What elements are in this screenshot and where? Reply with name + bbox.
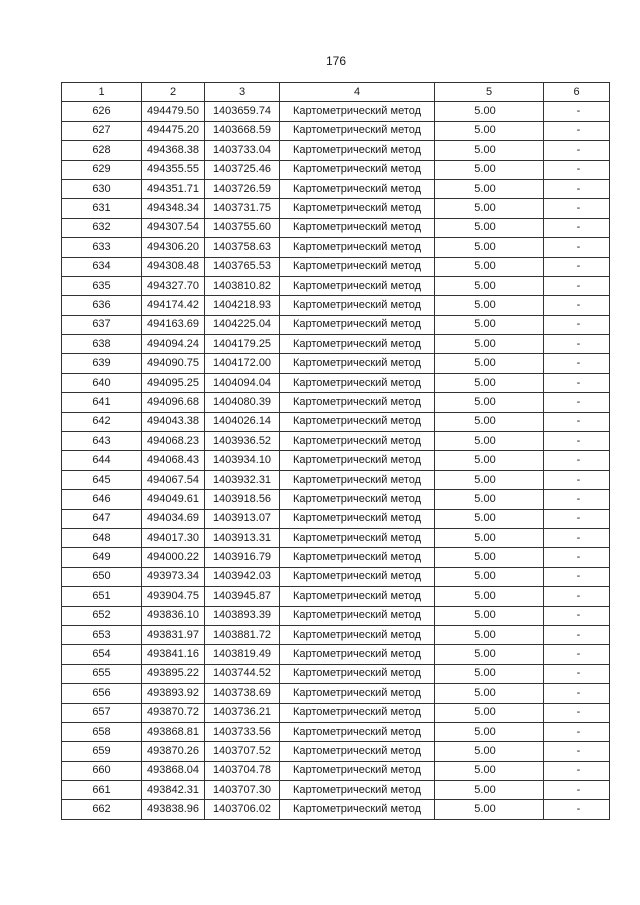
x-coordinate-cell: 494068.23	[142, 432, 205, 451]
table-row	[62, 393, 610, 412]
table-row	[62, 141, 610, 160]
accuracy-cell: 5.00	[435, 490, 544, 509]
accuracy-cell: 5.00	[435, 373, 544, 392]
accuracy-cell: 5.00	[435, 141, 544, 160]
point-number-cell: 640	[62, 373, 142, 392]
accuracy-cell: 5.00	[435, 722, 544, 741]
y-coordinate-cell: 1403936.52	[205, 432, 280, 451]
note-cell: -	[544, 664, 610, 683]
point-number-cell: 627	[62, 121, 142, 140]
y-coordinate-cell: 1403819.49	[205, 645, 280, 664]
method-cell: Картометрический метод	[280, 703, 435, 722]
y-coordinate-cell: 1403893.39	[205, 606, 280, 625]
accuracy-cell: 5.00	[435, 296, 544, 315]
table-row	[62, 335, 610, 354]
y-coordinate-cell: 1403881.72	[205, 625, 280, 644]
accuracy-cell: 5.00	[435, 354, 544, 373]
y-coordinate-cell: 1404179.25	[205, 335, 280, 354]
method-cell: Картометрический метод	[280, 664, 435, 683]
method-cell: Картометрический метод	[280, 276, 435, 295]
method-cell: Картометрический метод	[280, 373, 435, 392]
note-cell: -	[544, 121, 610, 140]
x-coordinate-cell: 494090.75	[142, 354, 205, 373]
note-cell: -	[544, 393, 610, 412]
table-row	[62, 470, 610, 489]
method-cell: Картометрический метод	[280, 742, 435, 761]
accuracy-cell: 5.00	[435, 102, 544, 121]
y-coordinate-cell: 1403659.74	[205, 102, 280, 121]
y-coordinate-cell: 1403810.82	[205, 276, 280, 295]
column-header: 5	[435, 83, 544, 102]
accuracy-cell: 5.00	[435, 160, 544, 179]
accuracy-cell: 5.00	[435, 315, 544, 334]
method-cell: Картометрический метод	[280, 335, 435, 354]
y-coordinate-cell: 1403945.87	[205, 587, 280, 606]
x-coordinate-cell: 494479.50	[142, 102, 205, 121]
method-cell: Картометрический метод	[280, 354, 435, 373]
note-cell: -	[544, 567, 610, 586]
table-row	[62, 761, 610, 780]
y-coordinate-cell: 1403916.79	[205, 548, 280, 567]
method-cell: Картометрический метод	[280, 781, 435, 800]
point-number-cell: 632	[62, 218, 142, 237]
note-cell: -	[544, 742, 610, 761]
point-number-cell: 656	[62, 684, 142, 703]
table-row	[62, 160, 610, 179]
note-cell: -	[544, 587, 610, 606]
table-row	[62, 257, 610, 276]
accuracy-cell: 5.00	[435, 528, 544, 547]
method-cell: Картометрический метод	[280, 761, 435, 780]
y-coordinate-cell: 1403942.03	[205, 567, 280, 586]
note-cell: -	[544, 528, 610, 547]
table-row	[62, 703, 610, 722]
point-number-cell: 645	[62, 470, 142, 489]
x-coordinate-cell: 494000.22	[142, 548, 205, 567]
column-header: 3	[205, 83, 280, 102]
method-cell: Картометрический метод	[280, 121, 435, 140]
accuracy-cell: 5.00	[435, 412, 544, 431]
note-cell: -	[544, 606, 610, 625]
table-row	[62, 625, 610, 644]
point-number-cell: 639	[62, 354, 142, 373]
y-coordinate-cell: 1403725.46	[205, 160, 280, 179]
y-coordinate-cell: 1404218.93	[205, 296, 280, 315]
point-number-cell: 633	[62, 238, 142, 257]
method-cell: Картометрический метод	[280, 238, 435, 257]
table-row	[62, 490, 610, 509]
method-cell: Картометрический метод	[280, 722, 435, 741]
point-number-cell: 649	[62, 548, 142, 567]
y-coordinate-cell: 1403932.31	[205, 470, 280, 489]
accuracy-cell: 5.00	[435, 781, 544, 800]
x-coordinate-cell: 493973.34	[142, 567, 205, 586]
y-coordinate-cell: 1403706.02	[205, 800, 280, 819]
point-number-cell: 647	[62, 509, 142, 528]
point-number-cell: 659	[62, 742, 142, 761]
note-cell: -	[544, 470, 610, 489]
y-coordinate-cell: 1403755.60	[205, 218, 280, 237]
table-row	[62, 567, 610, 586]
x-coordinate-cell: 494307.54	[142, 218, 205, 237]
accuracy-cell: 5.00	[435, 606, 544, 625]
accuracy-cell: 5.00	[435, 800, 544, 819]
accuracy-cell: 5.00	[435, 742, 544, 761]
accuracy-cell: 5.00	[435, 587, 544, 606]
point-number-cell: 637	[62, 315, 142, 334]
accuracy-cell: 5.00	[435, 257, 544, 276]
x-coordinate-cell: 493868.81	[142, 722, 205, 741]
x-coordinate-cell: 494163.69	[142, 315, 205, 334]
y-coordinate-cell: 1403744.52	[205, 664, 280, 683]
point-number-cell: 634	[62, 257, 142, 276]
accuracy-cell: 5.00	[435, 625, 544, 644]
y-coordinate-cell: 1403736.21	[205, 703, 280, 722]
column-header: 2	[142, 83, 205, 102]
table-row	[62, 102, 610, 121]
x-coordinate-cell: 494355.55	[142, 160, 205, 179]
note-cell: -	[544, 296, 610, 315]
point-number-cell: 648	[62, 528, 142, 547]
method-cell: Картометрический метод	[280, 315, 435, 334]
x-coordinate-cell: 493836.10	[142, 606, 205, 625]
x-coordinate-cell: 494306.20	[142, 238, 205, 257]
table-row	[62, 121, 610, 140]
x-coordinate-cell: 494095.25	[142, 373, 205, 392]
accuracy-cell: 5.00	[435, 567, 544, 586]
y-coordinate-cell: 1404080.39	[205, 393, 280, 412]
table-row	[62, 722, 610, 741]
note-cell: -	[544, 257, 610, 276]
point-number-cell: 662	[62, 800, 142, 819]
note-cell: -	[544, 141, 610, 160]
table-row	[62, 238, 610, 257]
point-number-cell: 629	[62, 160, 142, 179]
point-number-cell: 657	[62, 703, 142, 722]
method-cell: Картометрический метод	[280, 179, 435, 198]
x-coordinate-cell: 494174.42	[142, 296, 205, 315]
point-number-cell: 631	[62, 199, 142, 218]
method-cell: Картометрический метод	[280, 490, 435, 509]
note-cell: -	[544, 276, 610, 295]
table-row	[62, 199, 610, 218]
accuracy-cell: 5.00	[435, 703, 544, 722]
x-coordinate-cell: 493841.16	[142, 645, 205, 664]
accuracy-cell: 5.00	[435, 393, 544, 412]
note-cell: -	[544, 722, 610, 741]
table-row	[62, 645, 610, 664]
table-row	[62, 218, 610, 237]
y-coordinate-cell: 1403733.04	[205, 141, 280, 160]
method-cell: Картометрический метод	[280, 199, 435, 218]
table-row	[62, 451, 610, 470]
note-cell: -	[544, 548, 610, 567]
x-coordinate-cell: 494043.38	[142, 412, 205, 431]
note-cell: -	[544, 335, 610, 354]
note-cell: -	[544, 373, 610, 392]
table-row	[62, 742, 610, 761]
note-cell: -	[544, 451, 610, 470]
note-cell: -	[544, 315, 610, 334]
x-coordinate-cell: 494017.30	[142, 528, 205, 547]
y-coordinate-cell: 1403731.75	[205, 199, 280, 218]
method-cell: Картометрический метод	[280, 587, 435, 606]
table-header-row	[62, 83, 610, 102]
point-number-cell: 653	[62, 625, 142, 644]
point-number-cell: 630	[62, 179, 142, 198]
note-cell: -	[544, 703, 610, 722]
y-coordinate-cell: 1403758.63	[205, 238, 280, 257]
table-row	[62, 664, 610, 683]
method-cell: Картометрический метод	[280, 567, 435, 586]
table-row	[62, 587, 610, 606]
note-cell: -	[544, 218, 610, 237]
point-number-cell: 642	[62, 412, 142, 431]
note-cell: -	[544, 238, 610, 257]
method-cell: Картометрический метод	[280, 800, 435, 819]
note-cell: -	[544, 509, 610, 528]
note-cell: -	[544, 102, 610, 121]
y-coordinate-cell: 1403934.10	[205, 451, 280, 470]
accuracy-cell: 5.00	[435, 179, 544, 198]
point-number-cell: 661	[62, 781, 142, 800]
x-coordinate-cell: 493895.22	[142, 664, 205, 683]
x-coordinate-cell: 494351.71	[142, 179, 205, 198]
note-cell: -	[544, 160, 610, 179]
note-cell: -	[544, 761, 610, 780]
point-number-cell: 643	[62, 432, 142, 451]
point-number-cell: 641	[62, 393, 142, 412]
x-coordinate-cell: 493868.04	[142, 761, 205, 780]
x-coordinate-cell: 494068.43	[142, 451, 205, 470]
accuracy-cell: 5.00	[435, 684, 544, 703]
y-coordinate-cell: 1403704.78	[205, 761, 280, 780]
y-coordinate-cell: 1403765.53	[205, 257, 280, 276]
table-row	[62, 684, 610, 703]
method-cell: Картометрический метод	[280, 470, 435, 489]
point-number-cell: 652	[62, 606, 142, 625]
method-cell: Картометрический метод	[280, 509, 435, 528]
x-coordinate-cell: 494475.20	[142, 121, 205, 140]
accuracy-cell: 5.00	[435, 470, 544, 489]
table-row	[62, 276, 610, 295]
y-coordinate-cell: 1403913.07	[205, 509, 280, 528]
x-coordinate-cell: 493904.75	[142, 587, 205, 606]
point-number-cell: 651	[62, 587, 142, 606]
table-row	[62, 781, 610, 800]
note-cell: -	[544, 432, 610, 451]
note-cell: -	[544, 199, 610, 218]
note-cell: -	[544, 684, 610, 703]
method-cell: Картометрический метод	[280, 102, 435, 121]
point-number-cell: 628	[62, 141, 142, 160]
table-row	[62, 606, 610, 625]
point-number-cell: 646	[62, 490, 142, 509]
y-coordinate-cell: 1403918.56	[205, 490, 280, 509]
y-coordinate-cell: 1403707.30	[205, 781, 280, 800]
x-coordinate-cell: 493838.96	[142, 800, 205, 819]
y-coordinate-cell: 1403738.69	[205, 684, 280, 703]
point-number-cell: 635	[62, 276, 142, 295]
x-coordinate-cell: 493831.97	[142, 625, 205, 644]
coordinates-table	[61, 82, 610, 820]
table-row	[62, 509, 610, 528]
column-header: 4	[280, 83, 435, 102]
accuracy-cell: 5.00	[435, 645, 544, 664]
method-cell: Картометрический метод	[280, 141, 435, 160]
note-cell: -	[544, 354, 610, 373]
accuracy-cell: 5.00	[435, 761, 544, 780]
note-cell: -	[544, 645, 610, 664]
x-coordinate-cell: 493870.72	[142, 703, 205, 722]
method-cell: Картометрический метод	[280, 160, 435, 179]
accuracy-cell: 5.00	[435, 509, 544, 528]
method-cell: Картометрический метод	[280, 296, 435, 315]
method-cell: Картометрический метод	[280, 645, 435, 664]
accuracy-cell: 5.00	[435, 238, 544, 257]
method-cell: Картометрический метод	[280, 606, 435, 625]
table-row	[62, 354, 610, 373]
x-coordinate-cell: 494348.34	[142, 199, 205, 218]
point-number-cell: 626	[62, 102, 142, 121]
method-cell: Картометрический метод	[280, 684, 435, 703]
point-number-cell: 638	[62, 335, 142, 354]
accuracy-cell: 5.00	[435, 548, 544, 567]
note-cell: -	[544, 625, 610, 644]
point-number-cell: 654	[62, 645, 142, 664]
method-cell: Картометрический метод	[280, 218, 435, 237]
page-number: 176	[325, 54, 347, 68]
y-coordinate-cell: 1404026.14	[205, 412, 280, 431]
note-cell: -	[544, 412, 610, 431]
accuracy-cell: 5.00	[435, 451, 544, 470]
x-coordinate-cell: 494368.38	[142, 141, 205, 160]
method-cell: Картометрический метод	[280, 451, 435, 470]
y-coordinate-cell: 1403668.59	[205, 121, 280, 140]
accuracy-cell: 5.00	[435, 664, 544, 683]
point-number-cell: 644	[62, 451, 142, 470]
table-row	[62, 548, 610, 567]
x-coordinate-cell: 494067.54	[142, 470, 205, 489]
table-row	[62, 315, 610, 334]
accuracy-cell: 5.00	[435, 218, 544, 237]
y-coordinate-cell: 1404094.04	[205, 373, 280, 392]
note-cell: -	[544, 800, 610, 819]
accuracy-cell: 5.00	[435, 276, 544, 295]
x-coordinate-cell: 494096.68	[142, 393, 205, 412]
y-coordinate-cell: 1403733.56	[205, 722, 280, 741]
method-cell: Картометрический метод	[280, 393, 435, 412]
accuracy-cell: 5.00	[435, 199, 544, 218]
y-coordinate-cell: 1404172.00	[205, 354, 280, 373]
accuracy-cell: 5.00	[435, 121, 544, 140]
method-cell: Картометрический метод	[280, 548, 435, 567]
y-coordinate-cell: 1404225.04	[205, 315, 280, 334]
point-number-cell: 658	[62, 722, 142, 741]
accuracy-cell: 5.00	[435, 432, 544, 451]
table-row	[62, 412, 610, 431]
column-header: 6	[544, 83, 610, 102]
point-number-cell: 660	[62, 761, 142, 780]
y-coordinate-cell: 1403913.31	[205, 528, 280, 547]
table-row	[62, 179, 610, 198]
method-cell: Картометрический метод	[280, 257, 435, 276]
table-body	[62, 102, 610, 819]
method-cell: Картометрический метод	[280, 528, 435, 547]
x-coordinate-cell: 493870.26	[142, 742, 205, 761]
note-cell: -	[544, 781, 610, 800]
note-cell: -	[544, 179, 610, 198]
x-coordinate-cell: 494034.69	[142, 509, 205, 528]
table-row	[62, 528, 610, 547]
note-cell: -	[544, 490, 610, 509]
y-coordinate-cell: 1403707.52	[205, 742, 280, 761]
method-cell: Картометрический метод	[280, 412, 435, 431]
table-row	[62, 432, 610, 451]
x-coordinate-cell: 494327.70	[142, 276, 205, 295]
x-coordinate-cell: 493842.31	[142, 781, 205, 800]
point-number-cell: 636	[62, 296, 142, 315]
column-header: 1	[62, 83, 142, 102]
y-coordinate-cell: 1403726.59	[205, 179, 280, 198]
x-coordinate-cell: 494308.48	[142, 257, 205, 276]
x-coordinate-cell: 494094.24	[142, 335, 205, 354]
point-number-cell: 655	[62, 664, 142, 683]
table-row	[62, 296, 610, 315]
method-cell: Картометрический метод	[280, 432, 435, 451]
x-coordinate-cell: 494049.61	[142, 490, 205, 509]
table-row	[62, 373, 610, 392]
method-cell: Картометрический метод	[280, 625, 435, 644]
point-number-cell: 650	[62, 567, 142, 586]
x-coordinate-cell: 493893.92	[142, 684, 205, 703]
accuracy-cell: 5.00	[435, 335, 544, 354]
table-row	[62, 800, 610, 819]
